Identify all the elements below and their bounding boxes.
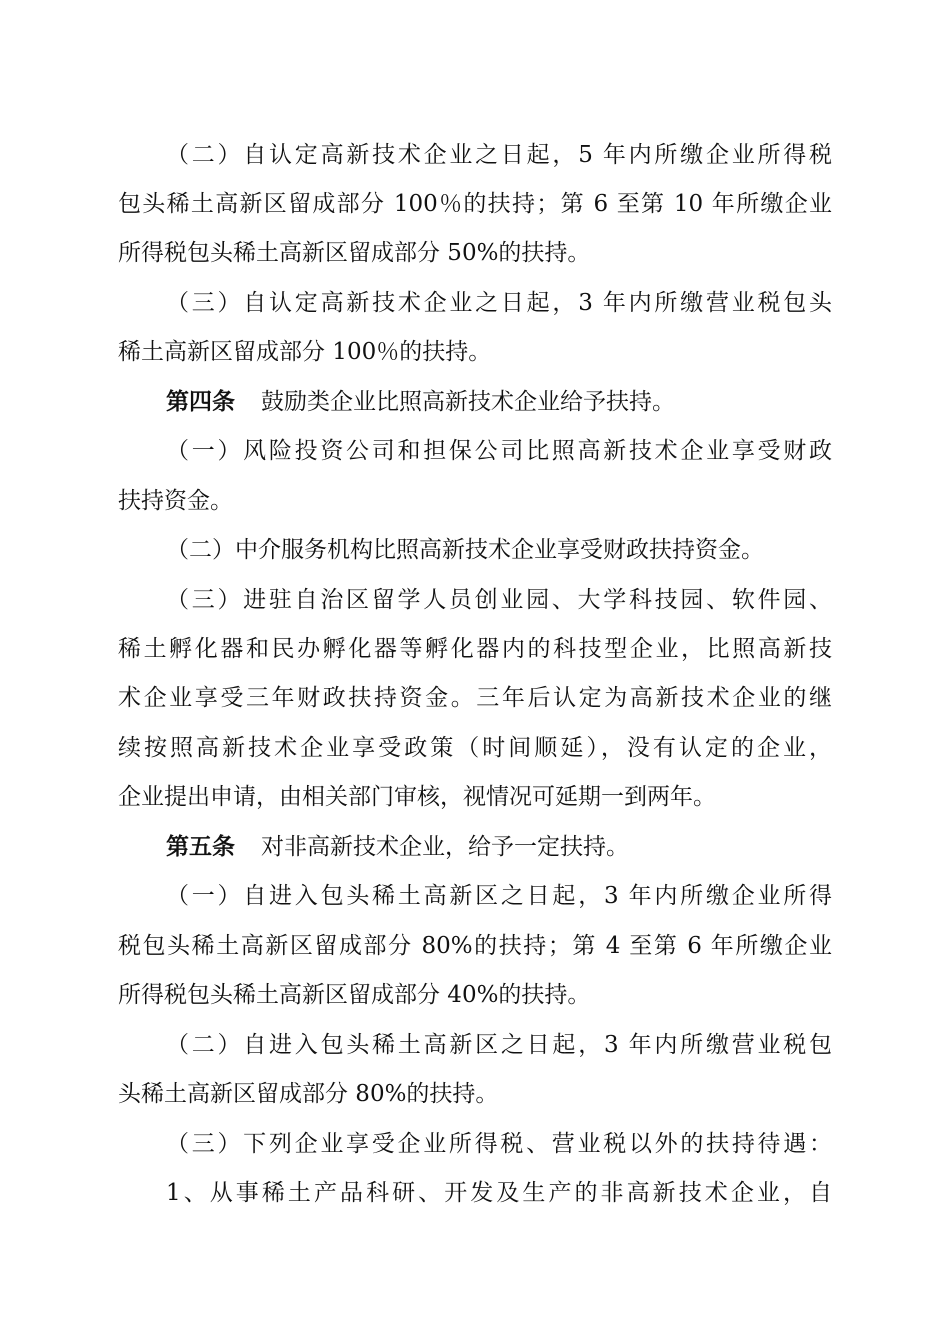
article-four-line (118, 382, 832, 422)
article-five-text: 对非高新技术企业，给予一定扶持。 (261, 834, 629, 860)
paragraph-line: （二）自认定高新技术企业之日起，5 年内所缴企业所得税 (166, 142, 832, 168)
paragraph-line: 头稀土高新区留成部分 80%的扶持。 (118, 1081, 499, 1107)
paragraph-line: 所得税包头稀土高新区留成部分 50%的扶持。 (118, 240, 591, 266)
paragraph-line: （三）下列企业享受企业所得税、营业税以外的扶持待遇： (166, 1131, 832, 1157)
paragraph-line: 包头稀土高新区留成部分 100％的扶持；第 6 至第 10 年所缴企业 (118, 191, 832, 217)
paragraph-line: 稀土孵化器和民办孵化器等孵化器内的科技型企业，比照高新技 (118, 636, 832, 662)
paragraph-line: （二）自进入包头稀土高新区之日起，3 年内所缴营业税包 (166, 1032, 832, 1058)
paragraph-line: （一）风险投资公司和担保公司比照高新技术企业享受财政 (166, 438, 832, 464)
paragraph-line: （三）自认定高新技术企业之日起，3 年内所缴营业税包头 (166, 290, 832, 316)
paragraph-line: 企业提出申请，由相关部门审核，视情况可延期一到两年。 (118, 784, 716, 810)
article-five-heading: 第五条 (166, 833, 235, 860)
article-five-line (118, 827, 832, 867)
paragraph-line: （三）进驻自治区留学人员创业园、大学科技园、软件园、 (166, 587, 832, 613)
paragraph-line: 税包头稀土高新区留成部分 80%的扶持；第 4 至第 6 年所缴企业 (118, 933, 832, 959)
article-four-heading: 第四条 (166, 388, 235, 415)
paragraph-line: 1、从事稀土产品科研、开发及生产的非高新技术企业，自 (166, 1180, 832, 1206)
paragraph-line: 扶持资金。 (118, 488, 233, 514)
paragraph-line: （一）自进入包头稀土高新区之日起，3 年内所缴企业所得 (166, 883, 832, 909)
paragraph-line: （二）中介服务机构比照高新技术企业享受财政扶持资金。 (166, 537, 764, 563)
paragraph-line: 术企业享受三年财政扶持资金。三年后认定为高新技术企业的继 (118, 685, 832, 711)
paragraph-line: 续按照高新技术企业享受政策（时间顺延），没有认定的企业， (118, 735, 832, 761)
article-four-text: 鼓励类企业比照高新技术企业给予扶持。 (261, 389, 675, 415)
paragraph-line: 所得税包头稀土高新区留成部分 40%的扶持。 (118, 982, 591, 1008)
paragraph-line: 稀土高新区留成部分 100％的扶持。 (118, 339, 492, 365)
